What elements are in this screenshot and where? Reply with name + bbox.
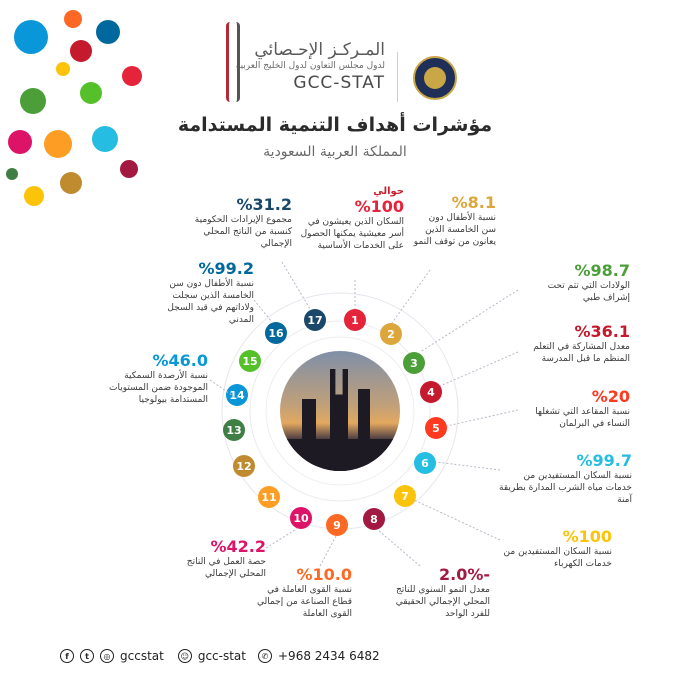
sdg-icon-9: 9 (326, 514, 348, 536)
stat-industry-label: نسبة القوى العاملة في قطاع الصناعة من إجمالي القوى العاملة (256, 585, 352, 619)
page-subtitle: المملكة العربية السعودية (263, 144, 407, 160)
phone-number[interactable]: +968 2434 6482 (278, 649, 380, 663)
stat-fish-value: %46.0 (152, 351, 208, 370)
stat-growth-value: -2.0% (438, 565, 490, 584)
org-name-ar: المـركـز الإحـصائي (254, 40, 385, 60)
sdg-icon-12: 12 (233, 455, 255, 477)
whatsapp-icon[interactable]: ✆ (258, 649, 272, 663)
stat-trade-label: حصة العمل في الناتج المحلي الإجمالي (186, 557, 266, 579)
sdg-icon-5: 5 (425, 417, 447, 439)
stat-poverty-value: %100 (354, 197, 404, 216)
stat-fish-label: نسبة الأرصدة السمكية الموجودة ضمن المستويات المستدامة بيولوجيا (108, 371, 208, 405)
sdg-icon-4: 4 (420, 381, 442, 403)
sdg-icon-16: 16 (265, 322, 287, 344)
sdg-icon-15: 15 (239, 350, 261, 372)
stat-birth-label: نسبة الأطفال دون سن الخامسة الذين سجلت ولاداتهم في قيد السجل المدني (167, 279, 254, 325)
footer-contact (60, 646, 380, 666)
sdg-icon-10: 10 (290, 507, 312, 529)
stat-hunger-label: نسبة الأطفال دون سن الخامسة الذين يعانون من توقف النمو (413, 213, 496, 247)
stat-poverty-prefix: حوالي (373, 186, 404, 197)
stat-hunger-value: %8.1 (451, 193, 496, 212)
stat-health-value: %98.7 (574, 261, 630, 280)
stat-water-label: نسبة السكان المستفيدين من خدمات مياه الشرب المدارة بطريقة آمنة (499, 471, 632, 505)
stat-energy-value: %100 (562, 527, 612, 546)
sdg-icon-17: 17 (304, 309, 326, 331)
sdg-icon-8: 8 (363, 508, 385, 530)
stat-growth-label: معدل النمو السنوي للناتج المحلي الإجمالي الحقيقي للفرد الواحد (395, 585, 490, 619)
stat-gender-label: نسبة المقاعد التي تشغلها النساء في البرلمان (535, 407, 630, 429)
stat-energy-label: نسبة السكان المستفيدين من خدمات الكهرباء (503, 547, 612, 569)
social-handle[interactable]: gccstat (120, 649, 164, 663)
sdg-icon-1: 1 (344, 309, 366, 331)
stat-health-label: الولادات التي تتم تحت إشراف طبي (547, 281, 630, 303)
stat-trade-value: %42.2 (210, 537, 266, 556)
stat-industry-value: %10.0 (296, 565, 352, 584)
stat-education-label: معدل المشاركة في التعلم المنظم ما قبل المدرسة (533, 342, 630, 364)
snapchat-icon[interactable]: ☺ (178, 649, 192, 663)
sdg-icon-2: 2 (380, 323, 402, 345)
sdg-icon-3: 3 (403, 352, 425, 374)
stat-revenue-label: مجموع الإيرادات الحكومية كنسبة من الناتج المحلي الإجمالي (194, 215, 292, 249)
sdg-icon-7: 7 (394, 485, 416, 507)
sdg-icon-6: 6 (414, 452, 436, 474)
org-sub-ar: لدول مجلس التعاون لدول الخليج العربية (235, 61, 385, 71)
twitter-icon[interactable]: t (80, 649, 94, 663)
stat-education-value: %36.1 (574, 322, 630, 341)
sdg-icon-13: 13 (223, 419, 245, 441)
instagram-icon[interactable]: ◎ (100, 649, 114, 663)
stat-birth-value: %99.2 (198, 259, 254, 278)
stat-poverty-label: السكان الذين يعيشون في أسر معيشية يمكنها الحصول على الخدمات الأساسية (300, 217, 404, 251)
sdg-icon-11: 11 (258, 486, 280, 508)
sdg-icon-14: 14 (226, 384, 248, 406)
snap-handle[interactable]: gcc-stat (197, 649, 246, 663)
facebook-icon[interactable]: f (60, 649, 74, 663)
stat-revenue-value: %31.2 (236, 195, 292, 214)
stat-water-value: %99.7 (576, 451, 632, 470)
page-title: مؤشرات أهداف التنمية المستدامة (177, 114, 493, 136)
org-name-en: GCC-STAT (293, 73, 385, 93)
stat-gender-value: %20 (591, 387, 630, 406)
